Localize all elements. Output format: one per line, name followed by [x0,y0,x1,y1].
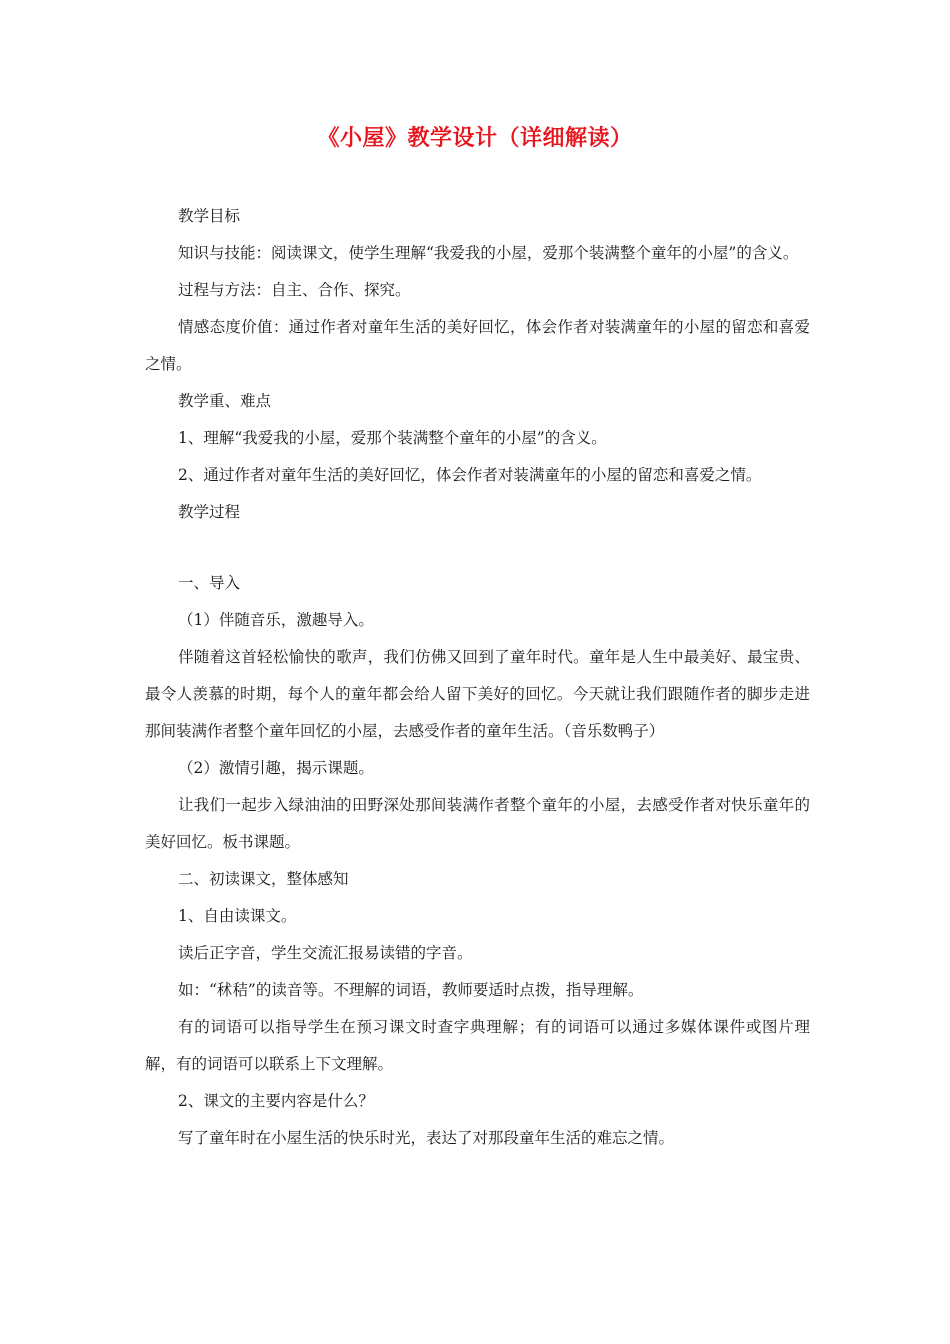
part-heading-first-reading: 二、初读课文，整体感知 [178,870,349,888]
step-2-heading: （2）激情引趣，揭示课题。 [178,759,374,777]
step-2-body: 让我们一起步入绿油油的田野深处那间装满作者整个童年的小屋，去感受作者对快乐童年的美好回忆。板书课题。 [145,796,810,851]
document-body [145,198,810,1157]
blank-line [145,531,810,565]
part-heading-introduction: 一、导入 [178,574,241,592]
step-1-heading: （1）伴随音乐，激趣导入。 [178,611,374,629]
objective-emotion: 情感态度价值：通过作者对童年生活的美好回忆，体会作者对装满童年的小屋的留恋和喜爱之情。 [145,318,810,373]
key-point-2: 2、通过作者对童年生活的美好回忆，体会作者对装满童年的小屋的留恋和喜爱之情。 [178,466,762,484]
reading-vocabulary: 有的词语可以指导学生在预习课文时查字典理解；有的词语可以通过多媒体课件或图片理解，有的词语可以联系上下文理解。 [145,1018,810,1073]
document-title: 《小屋》教学设计（详细解读） [317,125,633,151]
reading-step-2: 2、课文的主要内容是什么？ [178,1092,374,1110]
key-point-1: 1、理解“我爱我的小屋，爱那个装满整个童年的小屋”的含义。 [178,429,607,447]
section-heading-process: 教学过程 [178,503,241,521]
step-1-body: 伴随着这首轻松愉快的歌声，我们仿佛又回到了童年时代。童年是人生中最美好、最宝贵、最令人羡慕的时期，每个人的童年都会给人留下美好的回忆。今天就让我们跟随作者的脚步走进那间装满作者整个童年回忆的小屋，去感受作者的童年生活。（音乐数鸭子） [145,648,810,740]
section-heading-key-points: 教学重、难点 [178,392,272,410]
reading-pronunciation: 读后正字音，学生交流汇报易读错的字音。 [178,944,473,962]
reading-step-1: 1、自由读课文。 [178,907,297,925]
objective-process: 过程与方法：自主、合作、探究。 [178,281,411,299]
reading-summary: 写了童年时在小屋生活的快乐时光，表达了对那段童年生活的难忘之情。 [178,1129,675,1147]
section-heading-objectives: 教学目标 [178,207,241,225]
reading-example: 如：“秫秸”的读音等。不理解的词语，教师要适时点拨，指导理解。 [178,981,644,999]
objective-knowledge: 知识与技能：阅读课文，使学生理解“我爱我的小屋，爱那个装满整个童年的小屋”的含义。 [178,244,799,262]
